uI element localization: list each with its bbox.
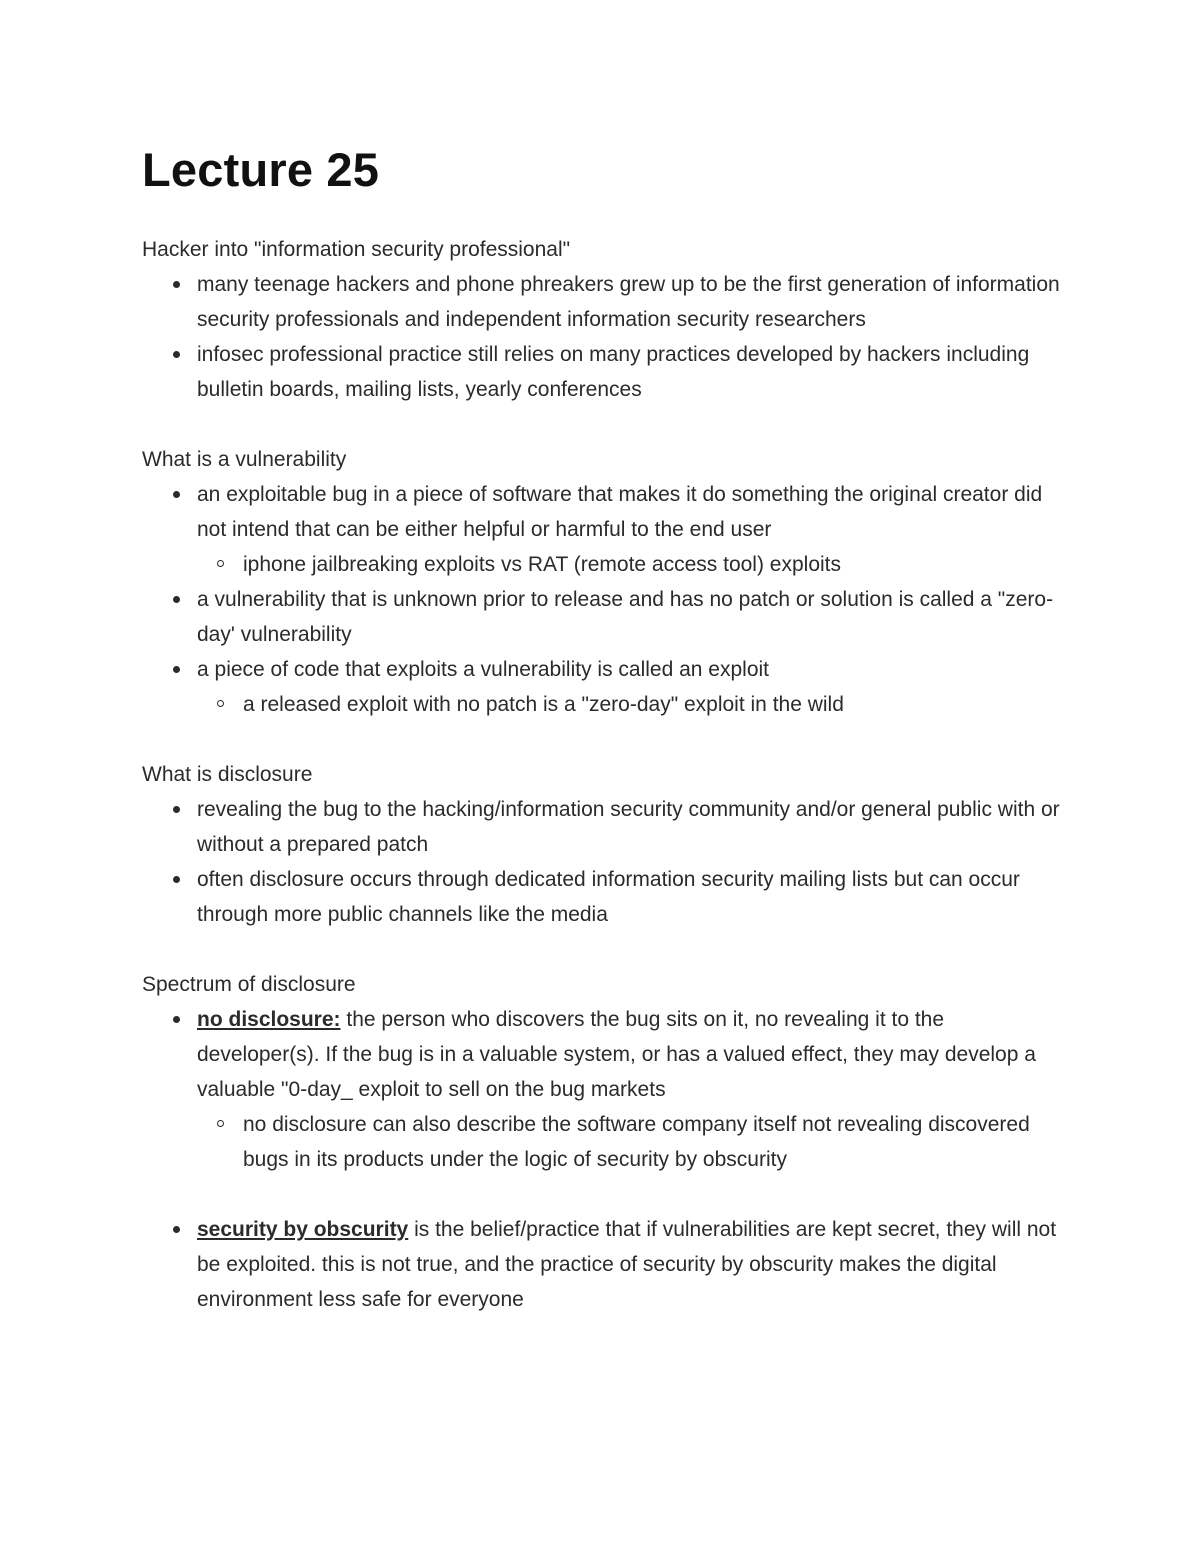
bullet-icon — [173, 806, 180, 813]
list-item-text: infosec professional practice still relies on many practices developed by hackers including bulletin boards, mailing lists, yearly conferences — [197, 343, 1030, 401]
hollow-bullet-icon — [217, 1120, 224, 1127]
bullet-list — [142, 1002, 1072, 1317]
sub-list-item-text: iphone jailbreaking exploits vs RAT (remote access tool) exploits — [243, 553, 841, 576]
bullet-icon — [173, 491, 180, 498]
bullet-icon — [173, 666, 180, 673]
bullet-list — [142, 267, 1072, 407]
bullet-list — [142, 792, 1072, 932]
term-security-by-obscurity: security by obscurity — [197, 1218, 409, 1241]
list-item-text: revealing the bug to the hacking/information security community and/or general public with or without a prepared patch — [197, 798, 1060, 856]
sub-list-item-text: a released exploit with no patch is a "zero-day" exploit in the wild — [243, 693, 844, 716]
section-hacker — [142, 232, 1072, 407]
list-item — [197, 1212, 1072, 1317]
list-item-text: the person who discovers the bug sits on it, no revealing it to the developer(s). If the bug is in a valuable system, or has a valued effect, they may develop a valuable "0-day_ exploit to sell on the bug markets — [197, 1008, 1036, 1101]
list-item-text: is the belief/practice that if vulnerabilities are kept secret, they will not be exploited. this is not true, and the practice of security by obscurity makes the digital environment less safe for everyone — [197, 1218, 1057, 1311]
list-item — [197, 477, 1072, 582]
section-spectrum — [142, 967, 1072, 1317]
list-item — [197, 337, 1072, 407]
sub-bullet-list — [197, 687, 1072, 722]
sub-list-item — [243, 687, 1072, 722]
section-heading: Spectrum of disclosure — [142, 973, 356, 996]
section-heading: What is disclosure — [142, 763, 313, 786]
page-title: Lecture 25 — [142, 143, 380, 196]
bullet-list — [142, 477, 1072, 722]
term-no-disclosure: no disclosure: — [197, 1008, 341, 1031]
sub-list-item — [243, 547, 1072, 582]
section-vulnerability — [142, 442, 1072, 722]
bullet-icon — [173, 876, 180, 883]
list-item — [197, 1002, 1072, 1177]
list-item-text: often disclosure occurs through dedicated information security mailing lists but can occur through more public channels like the media — [197, 868, 1020, 926]
list-item — [197, 582, 1072, 652]
sub-list-item — [243, 1107, 1072, 1177]
bullet-icon — [173, 1016, 180, 1023]
list-item — [197, 792, 1072, 862]
sub-bullet-list — [197, 547, 1072, 582]
list-item-text: an exploitable bug in a piece of software that makes it do something the original creator did not intend that can be either helpful or harmful to the end user — [197, 483, 1043, 541]
bullet-icon — [173, 1226, 180, 1233]
document-page — [142, 140, 1072, 1352]
sub-list-item-text: no disclosure can also describe the software company itself not revealing discovered bugs in its products under the logic of security by obscurity — [243, 1113, 1030, 1171]
list-item — [197, 652, 1072, 722]
list-item-text: a vulnerability that is unknown prior to release and has no patch or solution is called a "zero-day' vulnerability — [197, 588, 1054, 646]
section-disclosure — [142, 757, 1072, 932]
section-heading: Hacker into "information security professional" — [142, 238, 571, 261]
bullet-icon — [173, 281, 180, 288]
list-item — [197, 267, 1072, 337]
section-heading: What is a vulnerability — [142, 448, 347, 471]
bullet-icon — [173, 351, 180, 358]
list-item-text: many teenage hackers and phone phreakers grew up to be the first generation of information security professionals and independent information security researchers — [197, 273, 1060, 331]
hollow-bullet-icon — [217, 560, 224, 567]
list-item — [197, 862, 1072, 932]
sub-bullet-list — [197, 1107, 1072, 1177]
bullet-icon — [173, 596, 180, 603]
list-item-text: a piece of code that exploits a vulnerability is called an exploit — [197, 658, 770, 681]
hollow-bullet-icon — [217, 700, 224, 707]
